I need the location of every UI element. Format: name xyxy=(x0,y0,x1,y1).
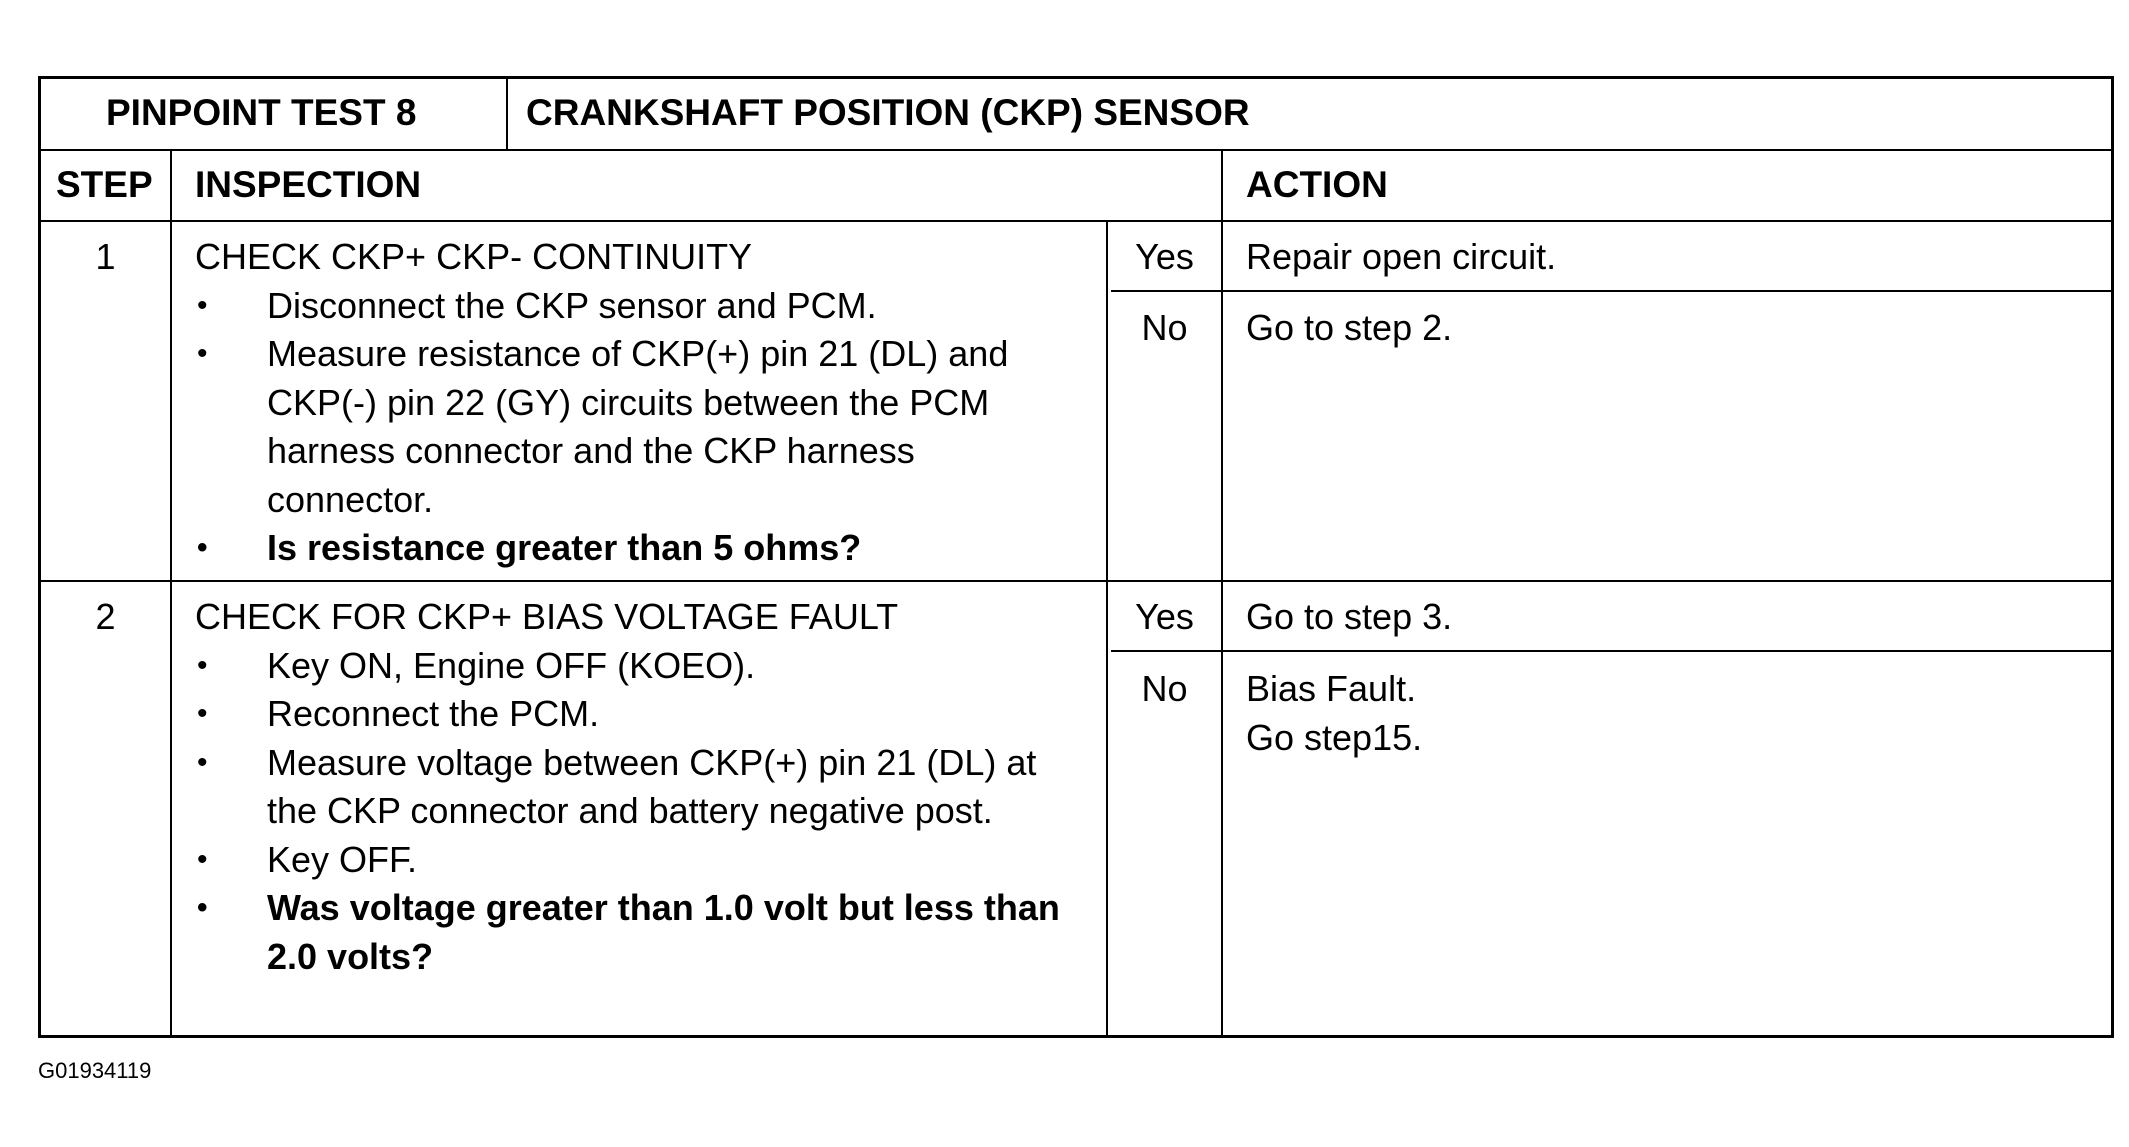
no-label: No xyxy=(1141,668,1188,709)
yes-label: Yes xyxy=(1135,596,1194,637)
rule-step-column xyxy=(170,150,172,1035)
inspection-bullet-list xyxy=(195,282,1095,573)
inspection-title: CHECK FOR CKP+ BIAS VOLTAGE FAULT xyxy=(195,596,899,637)
rule-below-column-headers xyxy=(41,220,2111,222)
rule-below-title xyxy=(41,149,2111,151)
rule-step2-yes-no xyxy=(1111,650,2111,652)
figure-id: G01934119 xyxy=(38,1058,152,1083)
no-action-line: Go step15. xyxy=(1246,716,1423,758)
test-label: PINPOINT TEST 8 xyxy=(106,92,417,133)
yes-action: Go to step 3. xyxy=(1246,596,1453,637)
yes-action: Repair open circuit. xyxy=(1246,236,1557,277)
step-inspection xyxy=(195,593,1100,981)
yes-label: Yes xyxy=(1135,236,1194,277)
pinpoint-test-table xyxy=(38,76,2114,1038)
rule-step1-yes-no xyxy=(1111,290,2111,292)
inspection-question: • Was voltage greater than 1.0 volt but less than 2.0 volts? xyxy=(195,884,1100,981)
inspection-question: • Is resistance greater than 5 ohms? xyxy=(195,524,1095,573)
inspection-bullet: • Disconnect the CKP sensor and PCM. xyxy=(195,282,1095,331)
test-title: CRANKSHAFT POSITION (CKP) SENSOR xyxy=(526,92,1250,133)
column-header-step: STEP xyxy=(56,164,153,205)
column-header-inspection: INSPECTION xyxy=(195,164,422,205)
step-number: 2 xyxy=(95,596,116,637)
step-number: 1 xyxy=(95,236,116,277)
no-label: No xyxy=(1141,307,1188,348)
inspection-bullet: • Measure resistance of CKP(+) pin 21 (DL) and CKP(-) pin 22 (GY) circuits between the PCM harness connector and the CKP harness connector. xyxy=(195,330,1095,524)
column-header-action: ACTION xyxy=(1246,164,1388,205)
no-action-line: Go to step 2. xyxy=(1246,307,1453,348)
rule-between-steps xyxy=(41,580,2111,582)
no-action xyxy=(1246,665,1422,762)
inspection-bullet-list xyxy=(195,642,1100,982)
inspection-bullet: • Measure voltage between CKP(+) pin 21 (DL) at the CKP connector and battery negative post. xyxy=(195,739,1100,836)
no-action-line: Bias Fault. xyxy=(1246,668,1417,709)
inspection-bullet: • Key ON, Engine OFF (KOEO). xyxy=(195,642,1100,691)
inspection-bullet: • Key OFF. xyxy=(195,836,1100,885)
step-inspection xyxy=(195,233,1095,573)
rule-title-divider xyxy=(506,79,508,150)
inspection-bullet: • Reconnect the PCM. xyxy=(195,690,1100,739)
rule-action-column xyxy=(1221,150,1223,1035)
inspection-title: CHECK CKP+ CKP- CONTINUITY xyxy=(195,236,753,277)
no-action xyxy=(1246,304,1452,353)
